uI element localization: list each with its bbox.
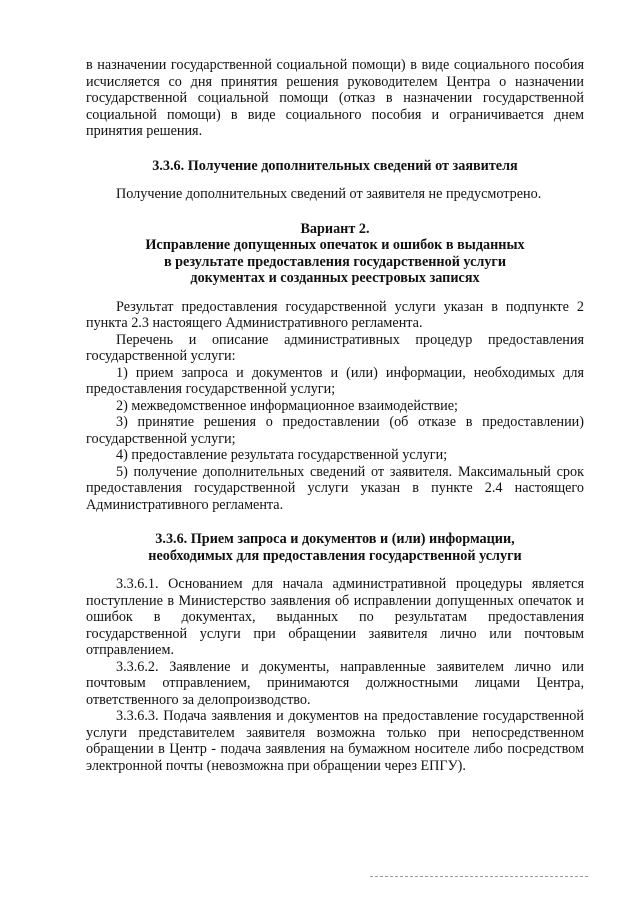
paragraph-3362: 3.3.6.2. Заявление и документы, направленные заявителем лично или почтовым отправлением, принимаются должностными лицами Центра, ответственного за делопроизводство. — [86, 658, 584, 708]
paragraph-3363: 3.3.6.3. Подача заявления и документов на предоставление государственной услуги представителем заявителя возможна только при непосредственном обращении в Центр - подача заявления на бумажном носителе либо посредством электронной почты (невозможна при обращении через ЕПГУ). — [86, 708, 584, 774]
intro-paragraph: в назначении государственной социальной помощи) в виде социального пособия исчисляется со дня принятия решения руководителем Центра о назначении государственной социальной помощи (отказ в назначении государственной социальной помощи) в виде социального пособия и ограничивается днем принятия решения. — [86, 57, 584, 139]
paragraph-3361: 3.3.6.1. Основанием для начала административной процедуры является поступление в Министерство заявления об исправлении допущенных опечаток и ошибок в документах, выданных по результатам предоставления государственной услуги при обращении заявителя лично или почтовым отправлением. — [86, 576, 584, 658]
section-336b-title-line1: 3.3.6. Прием запроса и документов и (или) информации, — [155, 531, 515, 547]
variant-title: Вариант 2. — [300, 220, 370, 237]
variant-subtitle-line1: Исправление допущенных опечаток и ошибок в выданных — [145, 237, 525, 253]
procedure-item-5: 5) получение дополнительных сведений от заявителя. Максимальный срок предоставления государственной услуги указан в пункте 2.4 настоящего Административного регламента. — [86, 463, 584, 513]
section-336b-title-line2: необходимых для предоставления государственной услуги — [148, 547, 522, 564]
document-body — [86, 57, 584, 774]
variant-subtitle-line3: документах и созданных реестровых записях — [190, 270, 480, 286]
variant-subtitle-line2: в результате предоставления государственной услуги — [163, 253, 507, 270]
footer-divider — [370, 876, 588, 877]
procedure-item-1: 1) прием запроса и документов и (или) информации, необходимых для предоставления государственной услуги; — [86, 364, 584, 397]
result-paragraph: Результат предоставления государственной услуги указан в подпункте 2 пункта 2.3 настоящего Административного регламента. — [86, 298, 584, 331]
section-336-title: 3.3.6. Получение дополнительных сведений от заявителя — [152, 157, 518, 174]
procedure-item-4: 4) предоставление результата государственной услуги; — [116, 447, 448, 463]
procedure-item-3: 3) принятие решения о предоставлении (об отказе в предоставлении) государственной услуги; — [86, 414, 584, 447]
procedure-item-2: 2) межведомственное информационное взаимодействие; — [116, 397, 458, 414]
section-336-text: Получение дополнительных сведений от заявителя не предусмотрено. — [116, 186, 542, 202]
procedures-list-intro: Перечень и описание административных процедур предоставления государственной услуги: — [86, 331, 584, 364]
